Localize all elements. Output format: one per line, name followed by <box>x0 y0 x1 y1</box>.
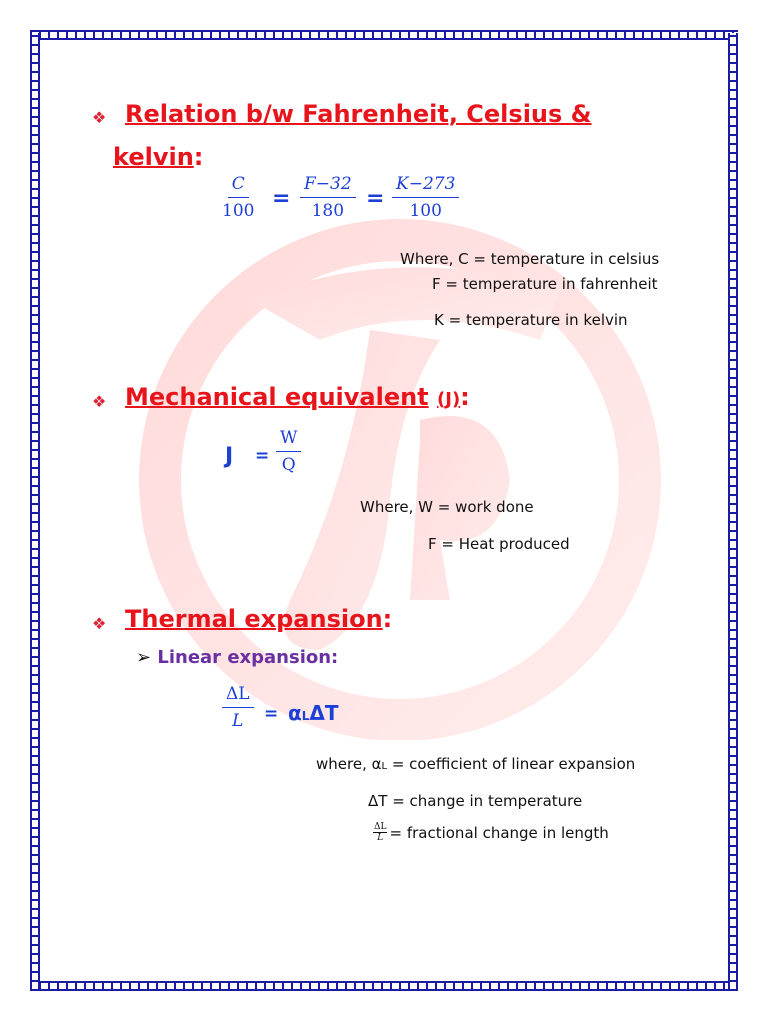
equals-sign: = <box>255 446 270 466</box>
equals-sign: = <box>264 704 279 724</box>
section-heading-thermal: Thermal expansion: <box>125 605 393 633</box>
note-heat-produced: F = Heat produced <box>428 535 570 553</box>
equals-sign: = <box>272 186 291 211</box>
fraction-w-over-q: $\frac{W}{Q}$ <box>276 428 301 475</box>
fraction-delta-l-over-l: $\frac{\Delta L}{L}$ <box>222 684 254 731</box>
fraction-kelvin: $\frac{K-273}{100}$ <box>392 174 459 221</box>
j-symbol: J <box>225 444 234 469</box>
fraction-celsius: $\frac{C}{100}$ <box>222 174 255 221</box>
section-heading-mechanical: Mechanical equivalent (J): <box>125 383 470 411</box>
diamond-bullet-icon: ❖ <box>92 108 107 127</box>
diamond-bullet-icon: ❖ <box>92 392 107 411</box>
alpha-delta-t: αLΔT <box>288 701 339 725</box>
note-fractional-change: $\frac{\Delta L}{L}$ = fractional change in length <box>374 822 609 843</box>
note-kelvin: K = temperature in kelvin <box>434 311 628 329</box>
note-celsius: Where, C = temperature in celsius <box>400 250 660 268</box>
subheading-linear-expansion: ➢ Linear expansion: <box>136 647 339 668</box>
fraction-fahrenheit: $\frac{F-32}{180}$ <box>300 174 356 221</box>
diamond-bullet-icon: ❖ <box>92 614 107 633</box>
note-change-temperature: ΔT = change in temperature <box>368 792 583 810</box>
equals-sign: = <box>366 186 385 211</box>
note-coefficient: where, αL = coefficient of linear expansion <box>316 755 636 773</box>
note-fahrenheit: F = temperature in fahrenheit <box>432 275 658 293</box>
note-work-done: Where, W = work done <box>360 498 534 516</box>
arrow-bullet-icon: ➢ <box>136 647 152 668</box>
section-heading-temperature-line2: kelvin: <box>113 143 204 171</box>
section-heading-temperature: Relation b/w Fahrenheit, Celsius & <box>125 100 592 128</box>
